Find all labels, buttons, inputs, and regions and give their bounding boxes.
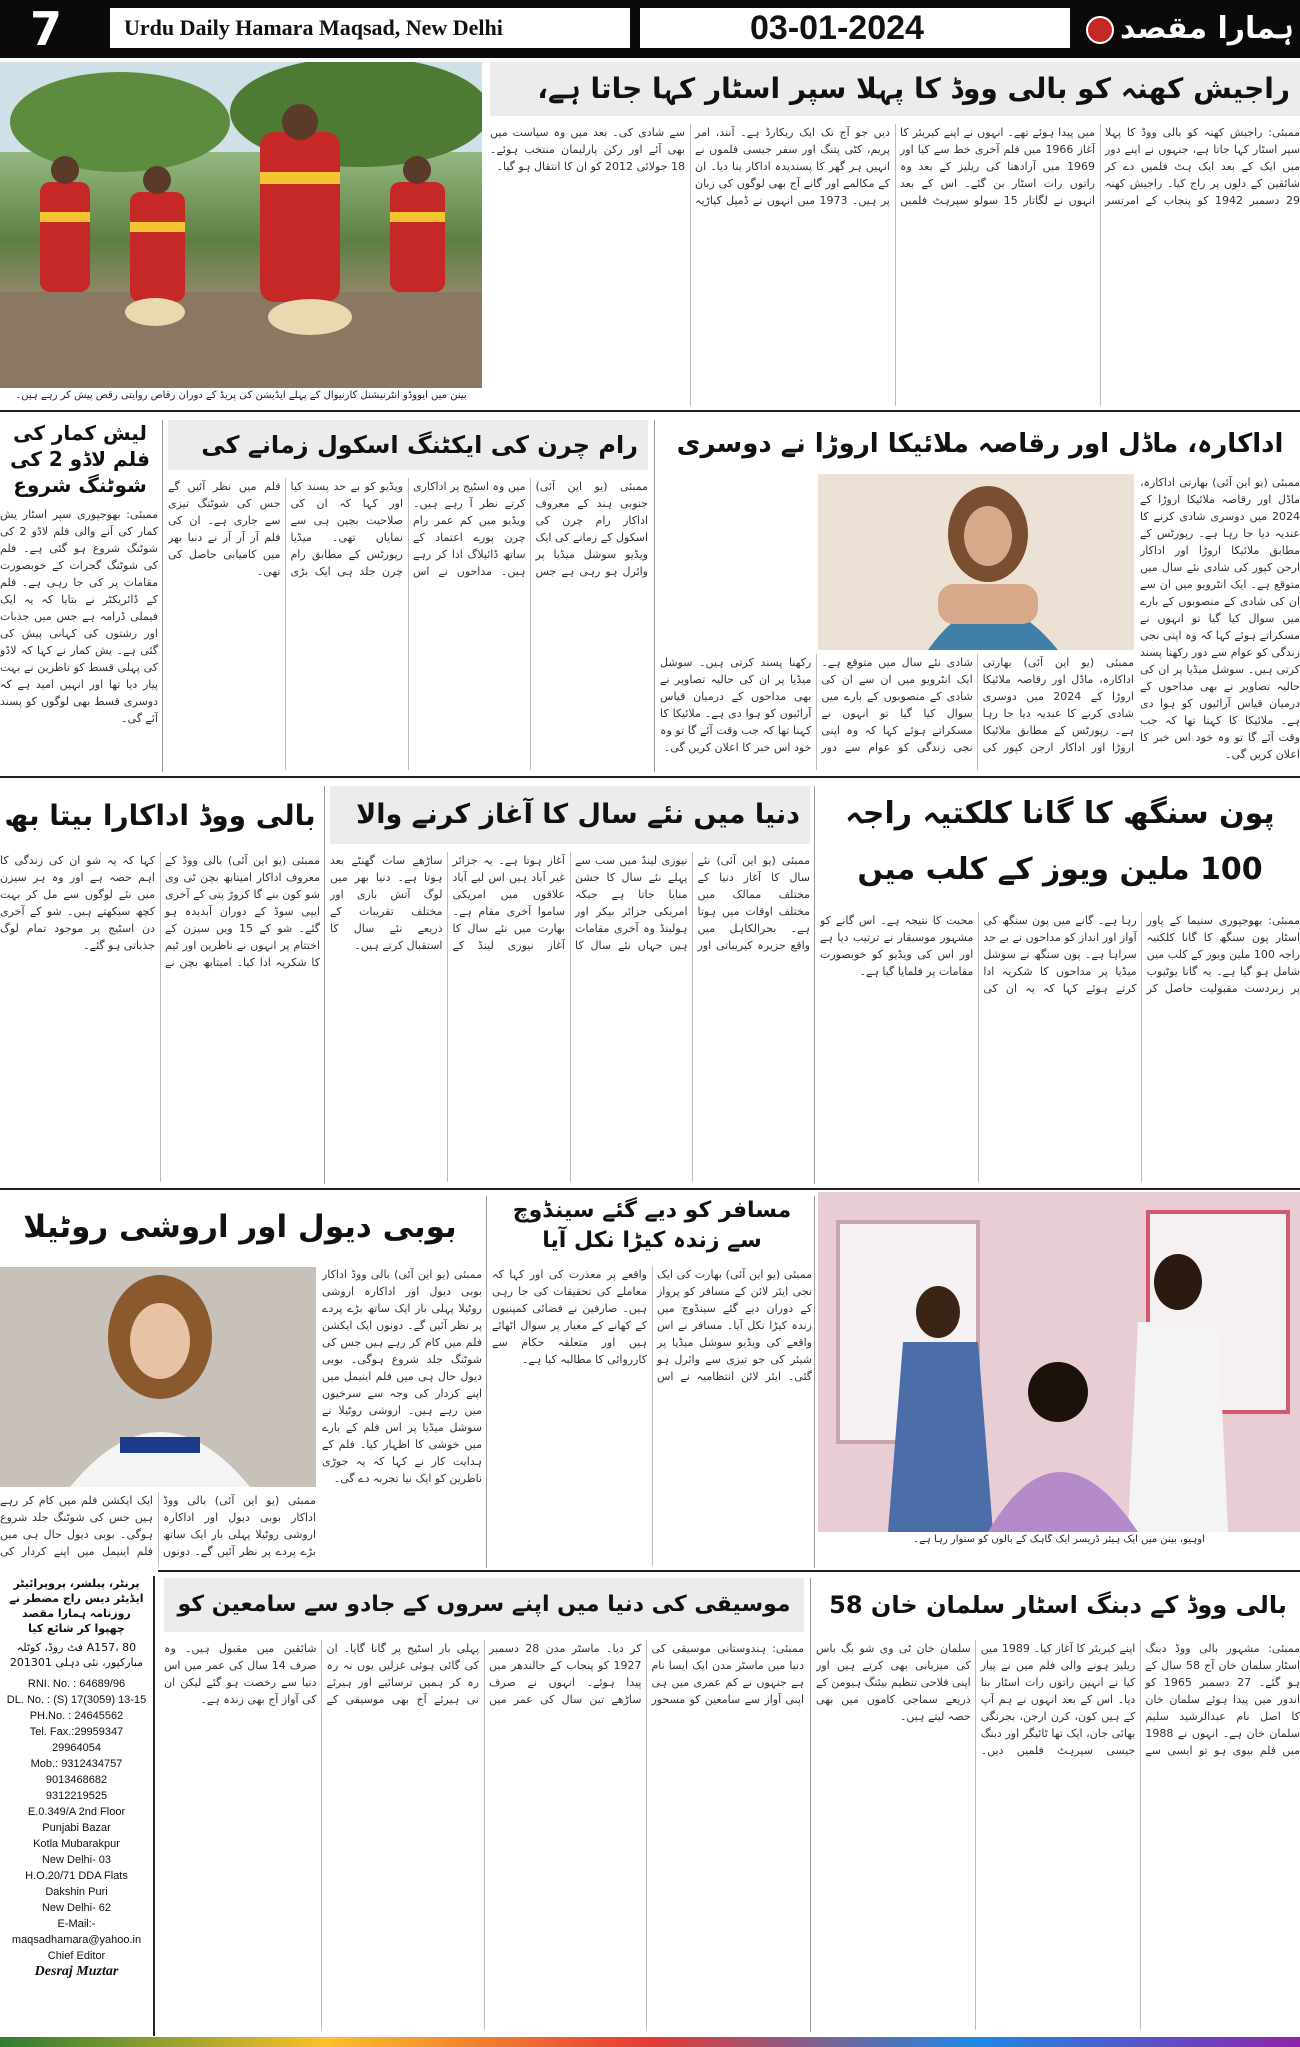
salon-photo [818,1192,1300,1532]
address-line: Punjabi Bazar [42,1822,111,1834]
newyear-body: ممبئی (یو این آئی) نئے سال کا آغاز دنیا کے مختلف ممالک میں مختلف اوقات میں ہوتا ہے۔ بحرالکاہل میں واقع جزیرہ کیریباتی اور نیوزی لینڈ میں سب سے پہلے نئے سال کا جشن منایا جاتا ہے جبکہ امریکی جزائر بیکر اور ہولینڈ وہ آخری مقامات ہیں جہاں نئے سال کا آغاز ہوتا ہے۔ یہ جزائر غیر آباد ہیں اس لیے آباد علاقوں میں امریکی ساموا آخری مقام ہے۔ بھارت میں نئے سال کا آغاز نیوزی لینڈ کے ساڑھے سات گھنٹے بعد ہوتا ہے۔ دنیا بھر میں لوگ آتش بازی اور مختلف تقریبات کے ذریعے نئے سال کا استقبال کرتے ہیں۔ [330,854,810,952]
logo-seal-icon [1086,16,1114,44]
footer-color-bar [0,2037,1300,2047]
salman-body: ممبئی: مشہور بالی ووڈ دبنگ اسٹار سلمان خان آج 58 سال کے ہو گئے۔ 27 دسمبر 1965 کو اندور میں پیدا ہوئے سلمان خان کا اصل نام عبدالرشید سلیم سلمان خان ہے۔ انہوں نے 1988 میں فلم بیوی ہو تو ایسی سے اپنے کیریئر کا آغاز کیا۔ 1989 میں ریلیز ہونے والی فلم میں نے پیار کیا نے انہیں راتوں رات اسٹار بنا دیا۔ اس کے بعد انہوں نے ہم آپ کے ہیں کون، کرن ارجن، بجرنگی بھائی جان، ایک تھا ٹائیگر اور دبنگ جیسی سپرہٹ فلمیں دیں۔ سلمان خان ٹی وی شو بگ باس کی میزبانی بھی کرتے ہیں اور اپنی فلاحی تنظیم بیئنگ ہیومن کے ذریعے سماجی کاموں میں بھی حصہ لیتے ہیں۔ [816,1642,1300,1757]
bobby-body-right: ممبئی (یو این آئی) بالی ووڈ اداکار بوبی دیول اور اداکارہ اروشی روٹیلا پہلی بار ایک ساتھ بڑے پردے پر نظر آئیں گے۔ دونوں ایک ایکشن فلم میں کام کر رہے ہیں جس کی شوٹنگ جلد شروع ہوگی۔ بوبی دیول حال ہی میں فلم اینیمل میں اپنے کردار کی وجہ سے سرخیوں میں رہے ہیں۔ اروشی روٹیلا نے سوشل میڈیا پر اس فلم کے بارے میں خوشی کا اظہار کیا۔ فلم کے ہدایت کار نے کہا کہ یہ جوڑی ناظرین کو ایک نیا تجربہ دے گی۔ [322,1268,482,1485]
newspaper-logo [1080,4,1294,54]
email-label: E-Mail:- [57,1918,96,1930]
pawan-body: ممبئی: بھوجپوری سنیما کے پاور اسٹار پون سنگھ کا گانا کلکتیہ راجہ 100 ملین ویوز کے کلب میں شامل ہو گیا ہے۔ یہ گانا یوٹیوب پر زبردست مقبولیت حاصل کر رہا ہے۔ گانے میں پون سنگھ کی آواز اور انداز کو مداحوں نے بے حد سراہا ہے۔ پون سنگھ نے سوشل میڈیا پر مداحوں کا شکریہ ادا کرتے ہوئے کہا کہ یہ ان کی محبت کا نتیجہ ہے۔ اس گانے کو مشہور موسیقار نے ترتیب دیا ہے اور اس کی ویڈیو کو خوبصورت مقامات پر فلمایا گیا ہے۔ [820,914,1300,995]
address-line: New Delhi- 62 [41,1902,112,1914]
rajesh-headline: راجیش کھنہ کو بالی ووڈ کا پہلا سپر اسٹار کہا جاتا ہے، [490,62,1300,116]
bobby-headline: بوبی دیول اور اروشی روٹیلا [23,1209,457,1245]
dancers-illustration [0,62,482,388]
actress-illustration [0,1267,316,1487]
divider [486,1196,487,1568]
malaika-headline: اداکارہ، ماڈل اور رقاصہ ملائیکا اروڑا نے دوسری [676,429,1284,459]
divider [0,410,1300,412]
urvashi-photo [0,1267,316,1487]
dancers-caption: بینن میں ایووڈو انٹرنیشنل کارنیوال کے پہلے ایڈیشن کی پریڈ کے دوران رقاص روایتی رقص پیش کر رہے ہیں۔ [15,390,467,401]
dancers-photo [0,62,482,388]
salman-headline: بالی ووڈ کے دبنگ اسٹار سلمان خان 58 [829,1591,1287,1619]
imprint-address: A157، 80 فٹ روڈ، کوٹلہ مبارکپور، نئی دہلی 201301 [9,1641,144,1669]
address-line: H.O.20/71 DDA Flats [25,1870,128,1882]
imprint-line: روزنامہ ہمارا مقصد [22,1607,131,1620]
music-headline: موسیقی کی دنیا میں اپنے سروں کے جادو سے سامعین کو [164,1578,804,1632]
malaika-photo [818,474,1134,650]
ramcharan-headline: رام چرن کی ایکٹنگ اسکول زمانے کی [168,420,648,470]
dl-number: DL. No. : (S) 17(3059) 13-15 [6,1694,147,1706]
bollywood-headline: بالی ووڈ اداکارا بیتا بھ [4,799,316,832]
divider [0,776,1300,778]
malaika-body-right: ممبئی (یو این آئی) بھارتی اداکارہ، ماڈل اور رقاصہ ملائیکا اروڑا کے 2024 میں دوسری شادی کرنے کا عندیہ دیا جا رہا ہے۔ رپورٹس کے مطابق ملائیکا اروڑا اور اداکار ارجن کپور کی شادی نئے سال میں متوقع ہے۔ ایک انٹرویو میں ان سے ان کی شادی کے منصوبوں کے بارے میں سوال کیا گیا تو انہوں نے مسکراتے ہوئے کہا کہ وہ اپنی نجی زندگی کو عوام سے دور رکھنا پسند کرتی ہیں۔ سوشل میڈیا پر ان کی حالیہ تصاویر نے بھی مداحوں کے درمیان قیاس آرائیوں کو ہوا دی ہے۔ ملائیکا کا کہنا تھا کہ جب وقت آئے گا تو وہ خود اس خبر کا اعلان کریں گی۔ [1140,476,1300,761]
newyear-headline: دنیا میں نئے سال کا آغاز کرنے والا [330,786,810,844]
imprint-urdu [0,1576,153,1670]
page-number: 7 [29,2,62,56]
laado-headline: لیش کمار کی فلم لاڈو 2 کی شوٹنگ شروع [10,421,150,497]
paper-title: Urdu Daily Hamara Maqsad, New Delhi [110,8,630,48]
address-line: Kotla Mubarakpur [33,1838,120,1850]
divider [654,420,655,772]
salon-illustration [818,1192,1300,1532]
music-body: ممبئی: ہندوستانی موسیقی کی دنیا میں ماسٹر مدن ایک ایسا نام ہے جنہوں نے کم عمری میں ہی اپنی آواز سے سامعین کو مسحور کر دیا۔ ماسٹر مدن 28 دسمبر 1927 کو پنجاب کے جالندھر میں پیدا ہوئے۔ انہوں نے صرف ساڑھے تین سال کی عمر میں پہلی بار اسٹیج پر گانا گایا۔ ان کی گائی ہوئی غزلیں یوں نہ رہ رہ کر ہمیں ترسائیے اور ہیرئے نی ہیرئے آج بھی موسیقی کے شائقین میں مقبول ہیں۔ وہ صرف 14 سال کی عمر میں اس دنیا سے رخصت ہو گئے لیکن ان کی آواز آج بھی زندہ ہے۔ [164,1642,804,1706]
imprint-line: چھپوا کر شائع کیا [28,1622,125,1635]
divider [0,1188,1300,1190]
fax-number: Tel. Fax.:29959347 [29,1726,124,1738]
divider [814,1196,815,1568]
bobby-body: ممبئی (یو این آئی) بالی ووڈ اداکار بوبی دیول اور اداکارہ اروشی روٹیلا پہلی بار ایک ساتھ بڑے پردے پر نظر آئیں گے۔ دونوں ایک ایکشن فلم میں کام کر رہے ہیں جس کی شوٹنگ جلد شروع ہوگی۔ بوبی دیول حال ہی میں فلم اینیمل میں اپنے کردار کی [0,1494,316,1558]
imprint-line: پرنٹر، پبلشر، پروپرائیٹر [13,1577,140,1590]
sandwich-headline: مسافر کو دیے گئے سینڈوچ سے زندہ کیڑا نکل آیا [512,1198,792,1253]
imprint-box [0,1576,155,2036]
divider [324,786,325,1184]
model-illustration [818,474,1134,650]
issue-date: 03-01-2024 [640,8,1070,48]
divider [158,1570,1300,1572]
imprint-details [0,1676,153,1980]
salon-caption: اوہیو، بینن میں ایک ہیئر ڈریسر ایک گاہک کے بالوں کو سنوار رہا ہے۔ [913,1534,1205,1545]
fax-number-2: 29964054 [52,1742,101,1754]
mobile-number-2: 9013468682 [45,1774,108,1786]
logo-text: ہمارا مقصد [1119,11,1294,46]
divider [810,1578,811,2032]
divider [162,420,163,772]
imprint-line: ایڈیٹر دیس راج مضطر نے [9,1592,144,1605]
phone-number: PH.No. : 24645562 [29,1710,124,1722]
editor-role: Chief Editor [47,1950,106,1962]
address-line: E.0.349/A 2nd Floor [27,1806,126,1818]
mobile-number-3: 9312219525 [45,1790,108,1802]
mobile-number: Mob.: 9312434757 [30,1758,123,1770]
rajesh-body: ممبئی: راجیش کھنہ کو بالی ووڈ کا پہلا سپر اسٹار کہا جاتا ہے، جنہوں نے اپنے دور میں ایک کے بعد ایک ہٹ فلمیں دے کر شائقین کے دلوں پر راج کیا۔ راجیش کھنہ 29 دسمبر 1942 کو پنجاب کے امرتسر میں پیدا ہوئے تھے۔ انہوں نے اپنے کیریئر کا آغاز 1966 میں فلم آخری خط سے کیا اور 1969 میں آرادھنا کی ریلیز کے بعد وہ راتوں رات اسٹار بن گئے۔ اس کے بعد انہوں نے لگاتار 15 سولو سپرہٹ فلمیں دیں جو آج تک ایک ریکارڈ ہے۔ آنند، امر پریم، کٹی پتنگ اور سفر جیسی فلموں نے انہیں ہر گھر کا پسندیدہ اداکار بنا دیا۔ ان کے مکالمے اور گانے آج بھی لوگوں کی زبان پر ہیں۔ 1973 میں انہوں نے ڈمپل کپاڑیہ سے شادی کی۔ بعد میں وہ سیاست میں بھی آئے اور رکن پارلیمان منتخب ہوئے۔ 18 جولائی 2012 کو ان کا انتقال ہو گیا۔ [490,126,1300,207]
bollywood-body: ممبئی (یو این آئی) بالی ووڈ کے معروف اداکار امیتابھ بچن ٹی وی شو کون بنے گا کروڑ پتی کے آخری ایپی سوڈ کے دوران آبدیدہ ہو گئے۔ شو کے 15 ویں سیزن کے اختتام پر انہوں نے ناظرین اور ٹیم کا شکریہ ادا کیا۔ امیتابھ بچن نے کہا کہ یہ شو ان کی زندگی کا اہم حصہ ہے اور وہ ہر سیزن میں نئے لوگوں سے مل کر بہت کچھ سیکھتے ہیں۔ شو کے آخری دن اسٹیج پر موجود تمام لوگ جذباتی ہو گئے۔ [0,854,320,969]
editor-name: Desraj Muztar [34,1964,119,1979]
ramcharan-body: ممبئی (یو این آئی) جنوبی ہند کے معروف اداکار رام چرن کی اسکول کے زمانے کی ایک ویڈیو سوشل میڈیا پر وائرل ہو رہی ہے جس میں وہ اسٹیج پر اداکاری کرتے نظر آ رہے ہیں۔ ویڈیو میں کم عمر رام چرن پورے اعتماد کے ساتھ ڈائیلاگ ادا کر رہے ہیں۔ مداحوں نے اس ویڈیو کو بے حد پسند کیا اور کہا کہ ان کی صلاحیت بچپن ہی سے نمایاں تھی۔ میڈیا رپورٹس کے مطابق رام چرن جلد ہی ایک بڑی فلم میں نظر آئیں گے جس کی شوٹنگ تیزی سے جاری ہے۔ ان کی فلم آر آر آر نے دنیا بھر میں کامیابی حاصل کی تھی۔ [168,480,648,578]
pawan-headline: پون سنگھ کا گانا کلکتیہ راجہ 100 ملین ویوز کے کلب میں [845,796,1275,887]
sandwich-body: ممبئی (یو این آئی) بھارت کی ایک نجی ایئر لائن کے مسافر کو پرواز کے دوران دیے گئے سینڈوچ میں زندہ کیڑا نکل آیا۔ مسافر نے اس واقعے کی ویڈیو سوشل میڈیا پر شیئر کی جو تیزی سے وائرل ہو گئی۔ ایئر لائن انتظامیہ نے اس واقعے پر معذرت کی اور کہا کہ معاملے کی تحقیقات کی جا رہی ہیں۔ صارفین نے فضائی کمپنیوں کے کھانے کے معیار پر سوال اٹھائے ہیں اور متعلقہ حکام سے کارروائی کا مطالبہ کیا ہے۔ [492,1268,812,1383]
rni-number: RNI. No. : 64689/96 [27,1678,126,1690]
address-line: Dakshin Puri [45,1886,108,1898]
laado-body: ممبئی: بھوجپوری سپر اسٹار یش کمار کی آنے والی فلم لاڈو 2 کی شوٹنگ شروع ہو گئی ہے۔ فلم کی شوٹنگ گجرات کے خوبصورت مقامات پر کی جا رہی ہے۔ فلم کے ڈائریکٹر نے بتایا کہ یہ ایک فیملی ڈرامہ ہے جس میں جذبات اور رشتوں کی کہانی پیش کی گئی ہے۔ یش کمار نے کہا کہ لاڈو کی پہلی قسط کو ناظرین نے بہت پیار دیا تھا اور انہیں امید ہے کہ دوسری قسط بھی لوگوں کو پسند آئے گی۔ [0,508,158,725]
malaika-body: ممبئی (یو این آئی) بھارتی اداکارہ، ماڈل اور رقاصہ ملائیکا اروڑا کے 2024 میں دوسری شادی کرنے کا عندیہ دیا جا رہا ہے۔ رپورٹس کے مطابق ملائیکا اروڑا اور اداکار ارجن کپور کی شادی نئے سال میں متوقع ہے۔ ایک انٹرویو میں ان سے ان کی شادی کے منصوبوں کے بارے میں سوال کیا گیا تو انہوں نے مسکراتے ہوئے کہا کہ وہ اپنی نجی زندگی کو عوام سے دور رکھنا پسند کرتی ہیں۔ سوشل میڈیا پر ان کی حالیہ تصاویر نے بھی مداحوں کے درمیان قیاس آرائیوں کو ہوا دی ہے۔ ملائیکا کا کہنا تھا کہ جب وقت آئے گا تو وہ خود اس خبر کا اعلان کریں گی۔ [660,656,1134,754]
divider [814,786,815,1184]
address-line: New Delhi- 03 [41,1854,112,1866]
email-address[interactable]: maqsadhamara@yahoo.in [11,1934,142,1946]
